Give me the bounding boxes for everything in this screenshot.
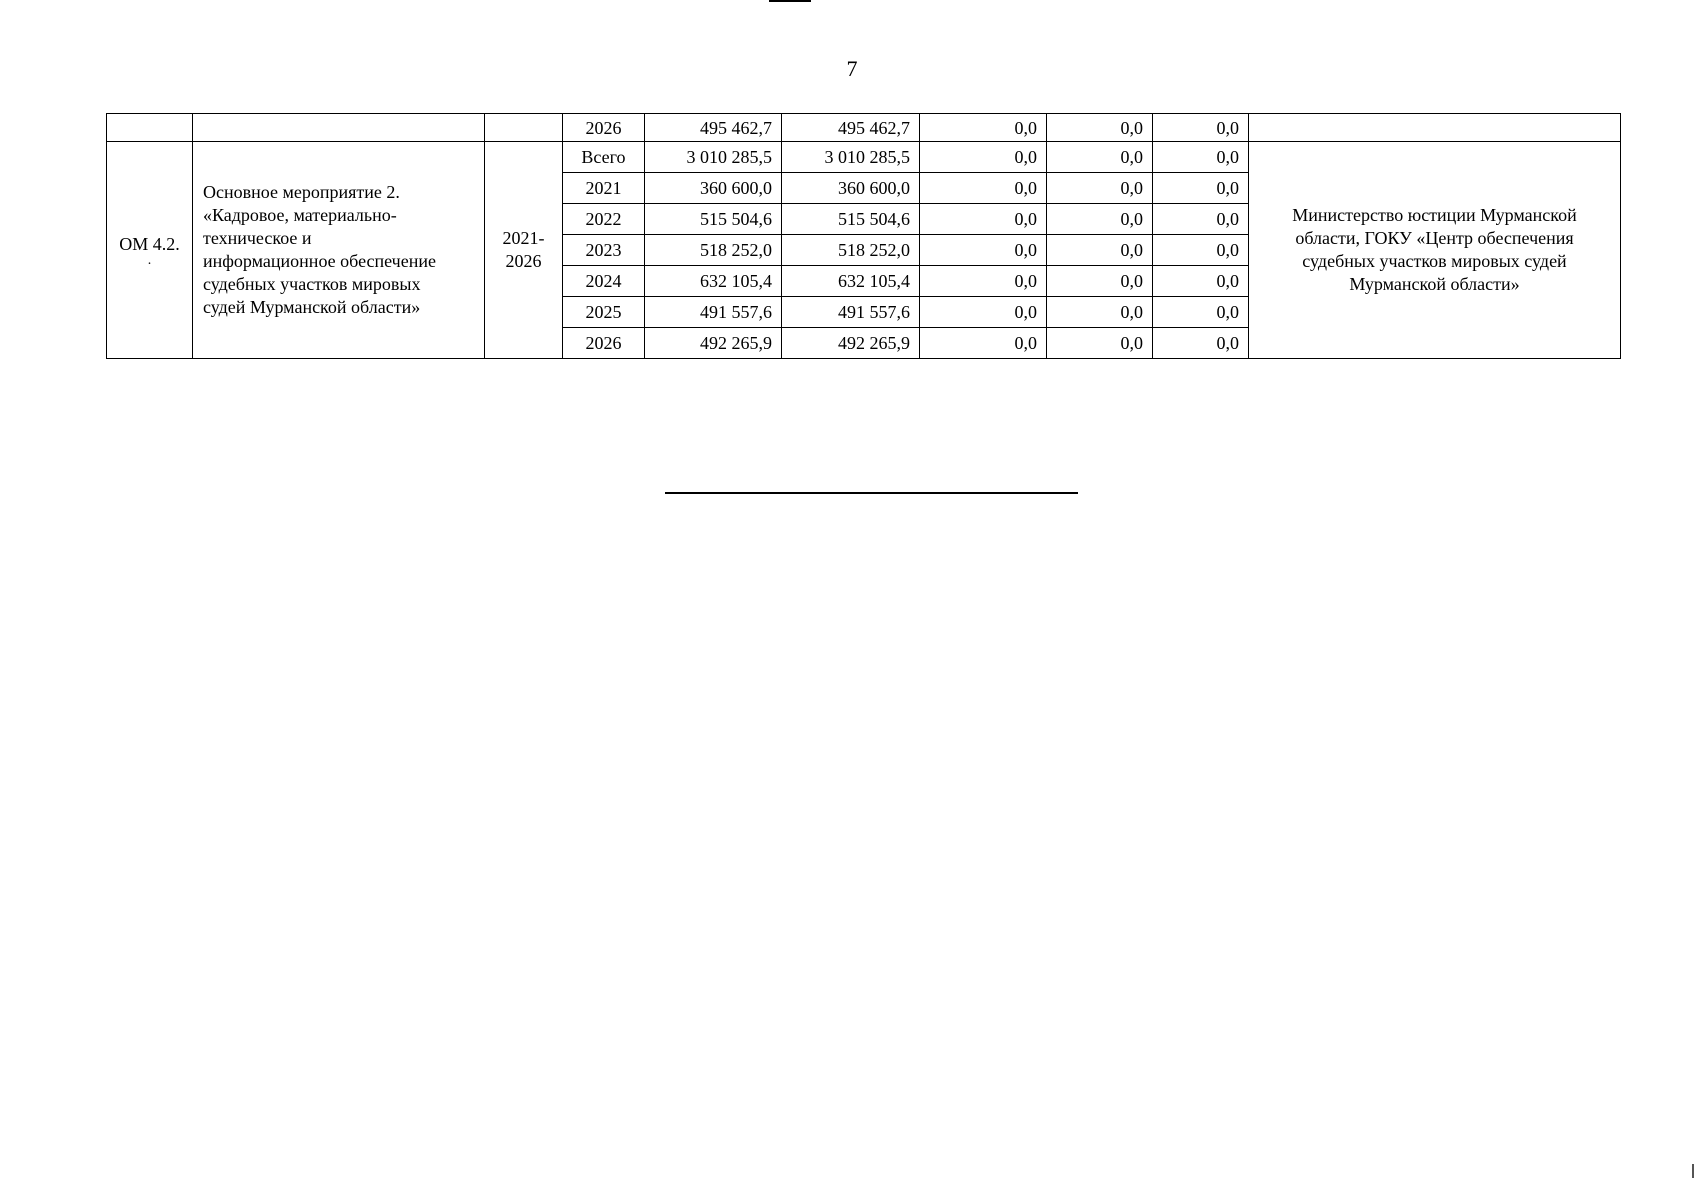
amount-cell: 3 010 285,5: [782, 142, 920, 173]
amount-cell: 0,0: [1047, 114, 1153, 142]
measure-name-line: «Кадровое, материально-: [203, 205, 397, 225]
year-cell: 2021: [563, 173, 645, 204]
year-cell: 2023: [563, 235, 645, 266]
amount-cell: 515 504,6: [782, 204, 920, 235]
amount-cell: 0,0: [1153, 204, 1249, 235]
responsible-line: судебных участков мировых судей: [1302, 251, 1567, 271]
table-row: [107, 142, 1621, 173]
amount-cell: 0,0: [920, 142, 1047, 173]
measure-period-cell: [485, 142, 563, 359]
amount-cell: 0,0: [1047, 235, 1153, 266]
responsible-line: области, ГОКУ «Центр обеспечения: [1295, 228, 1574, 248]
responsible-line: Министерство юстиции Мурманской: [1292, 205, 1577, 225]
total-cell: 492 265,9: [645, 328, 782, 359]
measure-name-line: судей Мурманской области»: [203, 297, 421, 317]
amount-cell: 0,0: [1153, 297, 1249, 328]
table-row: [107, 114, 1621, 142]
empty-code-cell: [107, 114, 193, 142]
amount-cell: 0,0: [1047, 142, 1153, 173]
amount-cell: 0,0: [1153, 328, 1249, 359]
total-cell: 360 600,0: [645, 173, 782, 204]
amount-cell: 492 265,9: [782, 328, 920, 359]
amount-cell: 0,0: [920, 328, 1047, 359]
year-cell: 2022: [563, 204, 645, 235]
amount-cell: 0,0: [1153, 142, 1249, 173]
amount-cell: 0,0: [920, 266, 1047, 297]
amount-cell: 632 105,4: [782, 266, 920, 297]
amount-cell: 0,0: [920, 114, 1047, 142]
amount-cell: 0,0: [1153, 235, 1249, 266]
amount-cell: 0,0: [1047, 204, 1153, 235]
page-number: 7: [846, 56, 858, 81]
measure-code-cell: [107, 142, 193, 359]
amount-cell: 0,0: [1047, 173, 1153, 204]
year-cell: Всего: [563, 142, 645, 173]
end-of-document-line: [665, 492, 1078, 494]
measure-period-line: 2026: [505, 251, 542, 271]
amount-cell: 0,0: [1047, 297, 1153, 328]
total-cell: 632 105,4: [645, 266, 782, 297]
measure-period-line: 2021-: [502, 228, 545, 248]
total-cell: 3 010 285,5: [645, 142, 782, 173]
top-edge-mark: [769, 0, 811, 2]
scan-edge-mark: [1692, 1164, 1694, 1178]
year-cell: 2026: [563, 114, 645, 142]
amount-cell: 495 462,7: [782, 114, 920, 142]
amount-cell: 518 252,0: [782, 235, 920, 266]
amount-cell: 0,0: [1047, 266, 1153, 297]
amount-cell: 0,0: [920, 204, 1047, 235]
amount-cell: 0,0: [1153, 266, 1249, 297]
empty-period-cell: [485, 114, 563, 142]
amount-cell: 0,0: [1153, 173, 1249, 204]
empty-name-cell: [193, 114, 485, 142]
amount-cell: 491 557,6: [782, 297, 920, 328]
total-cell: 515 504,6: [645, 204, 782, 235]
responsible-cell: [1249, 142, 1621, 359]
amount-cell: 0,0: [1153, 114, 1249, 142]
amount-cell: 0,0: [920, 297, 1047, 328]
total-cell: 518 252,0: [645, 235, 782, 266]
responsible-line: Мурманской области»: [1349, 274, 1520, 294]
total-cell: 495 462,7: [645, 114, 782, 142]
year-cell: 2025: [563, 297, 645, 328]
amount-cell: 0,0: [1047, 328, 1153, 359]
amount-cell: 0,0: [920, 235, 1047, 266]
measure-name-line: Основное мероприятие 2.: [203, 182, 400, 202]
year-cell: 2024: [563, 266, 645, 297]
measure-name-line: судебных участков мировых: [203, 274, 421, 294]
measure-name-cell: [193, 142, 485, 359]
measure-code: ОМ 4.2.: [119, 234, 180, 254]
total-cell: 491 557,6: [645, 297, 782, 328]
empty-responsible-cell: [1249, 114, 1621, 142]
amount-cell: 0,0: [920, 173, 1047, 204]
measure-code-mark: .: [147, 253, 152, 268]
measure-name-line: техническое и: [203, 228, 312, 248]
amount-cell: 360 600,0: [782, 173, 920, 204]
measure-name-line: информационное обеспечение: [203, 251, 436, 271]
budget-table: [106, 113, 1621, 359]
year-cell: 2026: [563, 328, 645, 359]
